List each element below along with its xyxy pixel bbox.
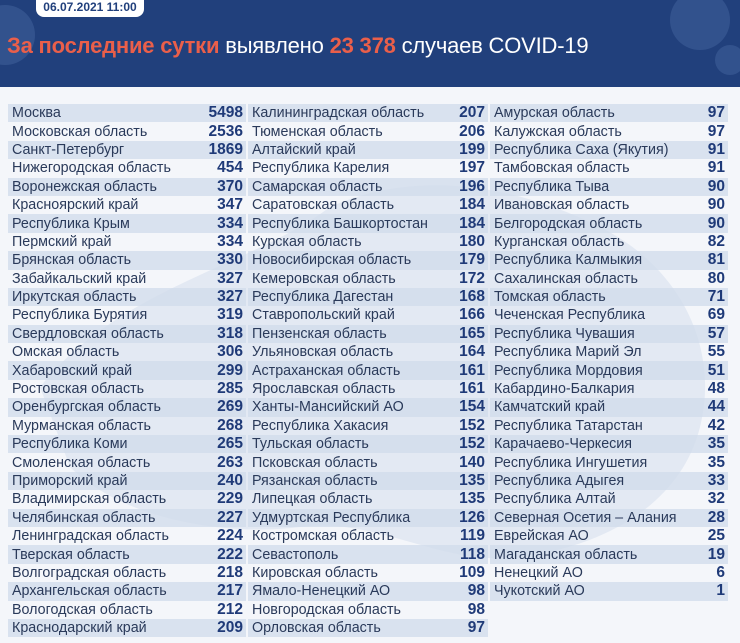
table-row — [8, 288, 246, 306]
case-count: 81 — [707, 251, 725, 269]
table-row — [490, 141, 728, 159]
table-row — [8, 545, 246, 563]
case-count: 57 — [707, 324, 725, 342]
region-name: Сахалинская область — [494, 270, 638, 287]
region-name: Ярославская область — [252, 381, 396, 398]
region-name: Вологодская область — [12, 601, 153, 618]
table-row — [490, 178, 728, 196]
case-count: 207 — [459, 104, 485, 122]
case-count: 28 — [707, 508, 725, 526]
case-count: 48 — [707, 380, 725, 398]
case-count: 334 — [217, 232, 243, 250]
column-2 — [248, 104, 488, 637]
region-name: Республика Тыва — [494, 178, 610, 195]
table-row — [248, 178, 488, 196]
table-row — [490, 453, 728, 471]
region-name: Красноярский край — [12, 197, 139, 214]
case-count: 454 — [217, 159, 243, 177]
case-count: 109 — [459, 563, 485, 581]
region-name: Тульская область — [252, 436, 369, 453]
case-count: 97 — [707, 122, 725, 140]
table-row — [490, 214, 728, 232]
region-name: Ставропольский край — [252, 307, 395, 324]
region-name: Республика Алтай — [494, 491, 616, 508]
case-count: 118 — [459, 545, 485, 563]
region-name: Псковская область — [252, 454, 378, 471]
date-badge: 06.07.2021 11:00 — [36, 0, 144, 17]
case-count: 299 — [217, 361, 243, 379]
table-row — [490, 306, 728, 324]
table-row — [248, 417, 488, 435]
region-name: Тверская область — [12, 546, 130, 563]
table-row — [8, 619, 246, 637]
region-name: Ульяновская область — [252, 344, 394, 361]
case-count: 152 — [459, 435, 485, 453]
table-row — [490, 159, 728, 177]
table-row — [490, 435, 728, 453]
case-count: 90 — [707, 214, 725, 232]
table-row — [248, 325, 488, 343]
table-row — [248, 104, 488, 122]
table-row — [8, 122, 246, 140]
case-count: 161 — [459, 380, 485, 398]
table-row — [8, 435, 246, 453]
case-count: 166 — [459, 306, 485, 324]
region-name: Пермский край — [12, 233, 112, 250]
region-name: Рязанская область — [252, 473, 378, 489]
case-count: 69 — [707, 306, 725, 324]
case-count: 55 — [707, 343, 725, 361]
table-row — [8, 361, 246, 379]
table-row — [490, 122, 728, 140]
case-count: 206 — [459, 122, 485, 140]
region-name: Республика Чувашия — [494, 325, 635, 342]
case-count: 224 — [217, 527, 243, 545]
case-count: 319 — [217, 306, 243, 324]
table-row — [248, 509, 488, 527]
table-row — [248, 159, 488, 177]
table-row — [8, 306, 246, 324]
case-count: 71 — [707, 288, 725, 306]
region-name: Нижегородская область — [12, 160, 171, 177]
region-name: Республика Крым — [12, 215, 130, 232]
region-name: Севастополь — [252, 546, 339, 563]
title-mid: выявлено — [219, 33, 330, 58]
region-name: Кабардино-Балкария — [494, 381, 635, 398]
case-count: 327 — [217, 269, 243, 287]
case-count: 172 — [459, 269, 485, 287]
table-row — [248, 361, 488, 379]
case-count: 126 — [459, 508, 485, 526]
table-row — [490, 233, 728, 251]
region-name: Пензенская область — [252, 325, 387, 342]
table-row — [490, 251, 728, 269]
region-name: Тамбовская область — [494, 160, 630, 177]
table-row — [8, 343, 246, 361]
case-count: 196 — [459, 177, 485, 195]
table-row — [490, 564, 728, 582]
case-count: 91 — [707, 159, 725, 177]
region-name: Челябинская область — [12, 509, 156, 526]
table-row — [8, 233, 246, 251]
region-name: Тюменская область — [252, 123, 383, 140]
case-count: 42 — [707, 416, 725, 434]
region-name: Республика Адыгея — [494, 473, 625, 489]
region-name: Самарская область — [252, 178, 383, 195]
region-name: Северная Осетия – Алания — [494, 509, 677, 526]
region-name: Удмуртская Республика — [252, 509, 411, 526]
region-name: Камчатский край — [494, 399, 606, 416]
region-name: Республика Мордовия — [494, 362, 643, 379]
cases-table — [8, 104, 730, 640]
region-name: Курганская область — [494, 233, 625, 250]
case-count: 347 — [217, 196, 243, 214]
case-count: 90 — [707, 196, 725, 214]
table-row — [248, 564, 488, 582]
column-1 — [8, 104, 246, 637]
case-count: 1 — [716, 582, 725, 600]
table-row — [490, 527, 728, 545]
table-row — [8, 178, 246, 196]
region-name: Ханты-Мансийский АО — [252, 399, 404, 416]
table-row — [248, 214, 488, 232]
region-name: Республика Калмыкия — [494, 252, 643, 269]
case-count: 265 — [217, 435, 243, 453]
region-name: Костромская область — [252, 528, 395, 545]
region-name: Брянская область — [12, 252, 132, 269]
table-row — [248, 233, 488, 251]
table-row — [490, 380, 728, 398]
title-accent: За последние сутки — [7, 33, 220, 58]
case-count: 25 — [707, 527, 725, 545]
case-count: 33 — [707, 472, 725, 489]
case-count: 152 — [459, 416, 485, 434]
table-row — [8, 196, 246, 214]
region-name: Калужская область — [494, 123, 622, 140]
table-row — [248, 527, 488, 545]
case-count: 197 — [459, 159, 485, 177]
region-name: Республика Башкортостан — [252, 215, 428, 232]
region-name: Московская область — [12, 123, 148, 140]
case-count: 318 — [217, 324, 243, 342]
region-name: Магаданская область — [494, 546, 638, 563]
case-count: 154 — [459, 398, 485, 416]
case-count: 51 — [707, 361, 725, 379]
region-name: Воронежская область — [12, 178, 157, 195]
case-count: 327 — [217, 288, 243, 306]
virus-icon — [715, 45, 740, 75]
case-count: 184 — [459, 196, 485, 214]
table-row — [248, 122, 488, 140]
region-name: Волгоградская область — [12, 564, 167, 581]
case-count: 80 — [707, 269, 725, 287]
region-name: Республика Коми — [12, 436, 128, 453]
region-name: Москва — [12, 105, 61, 122]
table-row — [248, 251, 488, 269]
table-row — [8, 564, 246, 582]
case-count: 35 — [707, 435, 725, 453]
region-name: Белгородская область — [494, 215, 643, 232]
region-name: Республика Татарстан — [494, 417, 643, 434]
region-name: Курская область — [252, 233, 362, 250]
table-row — [8, 472, 246, 490]
table-row — [8, 490, 246, 508]
case-count: 98 — [467, 600, 485, 618]
case-count: 184 — [459, 214, 485, 232]
region-name: Алтайский край — [252, 141, 356, 158]
region-name: Ростовская область — [12, 381, 145, 398]
table-row — [248, 619, 488, 637]
table-row — [8, 325, 246, 343]
case-count: 97 — [467, 619, 485, 637]
region-name: Чукотский АО — [494, 583, 585, 600]
case-count: 119 — [459, 527, 485, 545]
table-row — [248, 398, 488, 416]
case-count: 179 — [459, 251, 485, 269]
table-row — [490, 325, 728, 343]
column-3 — [490, 104, 728, 601]
case-count: 90 — [707, 177, 725, 195]
table-row — [490, 343, 728, 361]
table-row — [8, 380, 246, 398]
table-row — [8, 141, 246, 159]
table-row — [248, 490, 488, 508]
case-count: 1869 — [208, 140, 243, 158]
case-count: 91 — [707, 140, 725, 158]
table-row — [248, 380, 488, 398]
table-row — [490, 545, 728, 563]
table-row — [8, 251, 246, 269]
region-name: Липецкая область — [252, 491, 373, 508]
case-count: 98 — [467, 582, 485, 600]
case-count: 161 — [459, 361, 485, 379]
table-row — [8, 398, 246, 416]
case-count: 268 — [217, 416, 243, 434]
case-count: 135 — [459, 490, 485, 508]
case-count: 285 — [217, 380, 243, 398]
region-name: Приморский край — [12, 473, 128, 489]
table-row — [8, 270, 246, 288]
case-count: 240 — [217, 472, 243, 489]
region-name: Астраханская область — [252, 362, 401, 379]
case-count: 6 — [716, 563, 725, 581]
table-row — [8, 601, 246, 619]
region-name: Новгородская область — [252, 601, 401, 618]
table-row — [8, 417, 246, 435]
table-row — [248, 453, 488, 471]
region-name: Краснодарский край — [12, 620, 147, 637]
region-name: Амурская область — [494, 105, 615, 122]
case-count: 180 — [459, 232, 485, 250]
table-row — [248, 545, 488, 563]
table-row — [490, 472, 728, 490]
case-count: 199 — [459, 140, 485, 158]
case-count: 227 — [217, 508, 243, 526]
table-row — [490, 417, 728, 435]
table-row — [248, 288, 488, 306]
table-row — [8, 159, 246, 177]
table-row — [490, 490, 728, 508]
case-count: 209 — [217, 619, 243, 637]
table-row — [248, 435, 488, 453]
case-count: 306 — [217, 343, 243, 361]
region-name: Республика Дагестан — [252, 289, 394, 306]
case-count: 44 — [707, 398, 725, 416]
case-count: 330 — [217, 251, 243, 269]
case-count: 32 — [707, 490, 725, 508]
region-name: Республика Бурятия — [12, 307, 148, 324]
table-row — [490, 104, 728, 122]
case-count: 19 — [707, 545, 725, 563]
case-count: 82 — [707, 232, 725, 250]
table-row — [8, 509, 246, 527]
table-row — [490, 509, 728, 527]
region-name: Архангельская область — [12, 583, 167, 600]
page-title — [7, 33, 588, 59]
region-name: Мурманская область — [12, 417, 152, 434]
case-count: 2536 — [208, 122, 243, 140]
region-name: Карачаево-Черкесия — [494, 436, 633, 453]
region-name: Омская область — [12, 344, 120, 361]
case-count: 135 — [459, 472, 485, 489]
table-row — [248, 601, 488, 619]
table-row — [248, 472, 488, 490]
table-row — [248, 582, 488, 600]
table-row — [248, 196, 488, 214]
virus-icon — [670, 0, 730, 50]
case-count: 269 — [217, 398, 243, 416]
case-count: 370 — [217, 177, 243, 195]
case-count: 218 — [217, 563, 243, 581]
region-name: Смоленская область — [12, 454, 151, 471]
table-row — [8, 453, 246, 471]
case-count: 164 — [459, 343, 485, 361]
region-name: Оренбургская область — [12, 399, 161, 416]
table-row — [8, 214, 246, 232]
case-count: 263 — [217, 453, 243, 471]
region-name: Чеченская Республика — [494, 307, 646, 324]
region-name: Ивановская область — [494, 197, 630, 214]
table-row — [490, 361, 728, 379]
region-name: Республика Ингушетия — [494, 454, 648, 471]
region-name: Республика Карелия — [252, 160, 390, 177]
table-row — [490, 288, 728, 306]
region-name: Калининградская область — [252, 105, 425, 122]
case-count: 222 — [217, 545, 243, 563]
title-end: случаев COVID-19 — [395, 33, 589, 58]
region-name: Владимирская область — [12, 491, 167, 508]
region-name: Новосибирская область — [252, 252, 412, 269]
region-name: Ленинградская область — [12, 528, 169, 545]
table-row — [248, 141, 488, 159]
table-row — [248, 270, 488, 288]
table-row — [490, 582, 728, 600]
region-name: Орловская область — [252, 620, 381, 637]
case-count: 168 — [459, 288, 485, 306]
region-name: Республика Марий Эл — [494, 344, 642, 361]
case-count: 165 — [459, 324, 485, 342]
case-count: 212 — [217, 600, 243, 618]
table-row — [8, 104, 246, 122]
table-row — [8, 582, 246, 600]
case-count: 217 — [217, 582, 243, 600]
case-count: 334 — [217, 214, 243, 232]
case-count: 97 — [707, 104, 725, 122]
region-name: Республика Саха (Якутия) — [494, 141, 669, 158]
region-name: Хабаровский край — [12, 362, 133, 379]
case-count: 229 — [217, 490, 243, 508]
table-row — [248, 343, 488, 361]
header-banner — [0, 0, 740, 87]
case-count: 5498 — [208, 104, 243, 122]
region-name: Республика Хакасия — [252, 417, 389, 434]
region-name: Кемеровская область — [252, 270, 396, 287]
region-name: Свердловская область — [12, 325, 164, 342]
region-name: Ямало-Ненецкий АО — [252, 583, 391, 600]
total-cases: 23 378 — [329, 33, 396, 58]
table-row — [8, 527, 246, 545]
region-name: Томская область — [494, 289, 606, 306]
region-name: Иркутская область — [12, 289, 137, 306]
region-name: Еврейская АО — [494, 528, 589, 545]
table-row — [490, 196, 728, 214]
region-name: Санкт-Петербург — [12, 141, 125, 158]
region-name: Забайкальский край — [12, 270, 147, 287]
case-count: 35 — [707, 453, 725, 471]
table-row — [490, 270, 728, 288]
region-name: Кировская область — [252, 564, 378, 581]
table-row — [490, 398, 728, 416]
table-row — [248, 306, 488, 324]
region-name: Ненецкий АО — [494, 564, 583, 581]
case-count: 140 — [459, 453, 485, 471]
region-name: Саратовская область — [252, 197, 395, 214]
